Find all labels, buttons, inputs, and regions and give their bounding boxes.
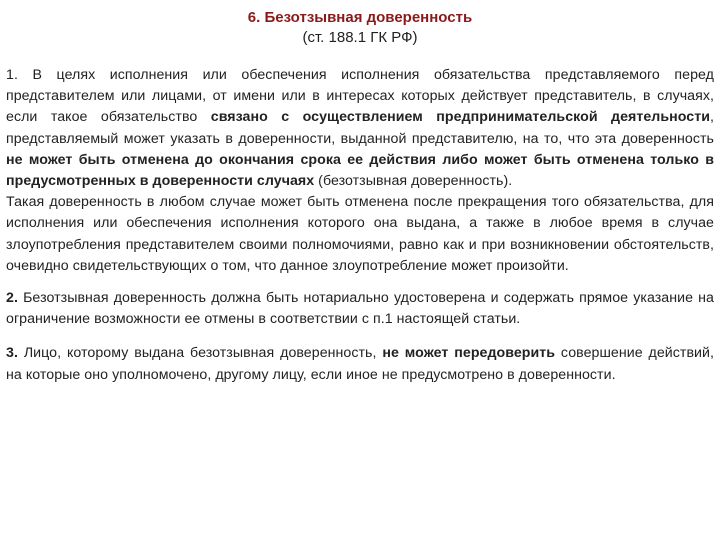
law-reference: (ст. 188.1 ГК РФ) xyxy=(302,29,418,46)
paragraph-2-text: Безотзывная доверенность должна быть нотариально удостоверена и содержать прямое указание на ограничение возможности ее отмены в соответствии с п.1 настоящей статьи. xyxy=(6,290,714,328)
paragraph-3-text-b: совершение действий, на которые оно уполномочено, другому лицу, если иное не предусмотрено в доверенности. xyxy=(6,345,714,383)
paragraph-3 xyxy=(6,343,714,385)
spacer xyxy=(6,330,714,343)
paragraph-1-bold-a: связано с осуществлением предпринимательской деятельности xyxy=(210,109,710,126)
paragraph-1 xyxy=(6,65,714,192)
paragraph-1-continuation: Такая доверенность в любом случае может быть отменена после прекращения того обязательства, для исполнения или обеспечения исполнения которого она выдана, а также в любое время в случае злоупотребления представителем своими полномочиями, равно как и при возникновении обстоятельств, очевидно свидетельствующих о том, что данное злоупотребление может произойти. xyxy=(6,194,714,274)
paragraph-1-text-c: (безотзывная доверенность). xyxy=(314,173,513,190)
paragraph-2 xyxy=(6,288,714,330)
section-title: 6. Безотзывная доверенность xyxy=(247,9,473,26)
paragraph-1-text-a: 1. В целях исполнения или обеспечения исполнения обязательства представляемого перед представителем или лицами, от имени или в интересах которых действует представитель, в случаях, если такое обязательство xyxy=(6,67,714,126)
paragraph-1-bold-b: не может быть отменена до окончания срока ее действия либо может быть отменена только в предусмотренных в доверенности случаях xyxy=(6,151,714,190)
paragraph-1-text-b: , представляемый может указать в доверенности, выданной представителю, на то, что эта доверенность xyxy=(6,109,714,147)
paragraph-3-number: 3. xyxy=(6,345,18,362)
spacer xyxy=(6,277,714,288)
paragraph-3-text-a: Лицо, которому выдана безотзывная доверенность, xyxy=(17,345,383,362)
paragraph-3-bold: не может передоверить xyxy=(382,345,556,362)
paragraph-2-number: 2. xyxy=(6,290,18,307)
